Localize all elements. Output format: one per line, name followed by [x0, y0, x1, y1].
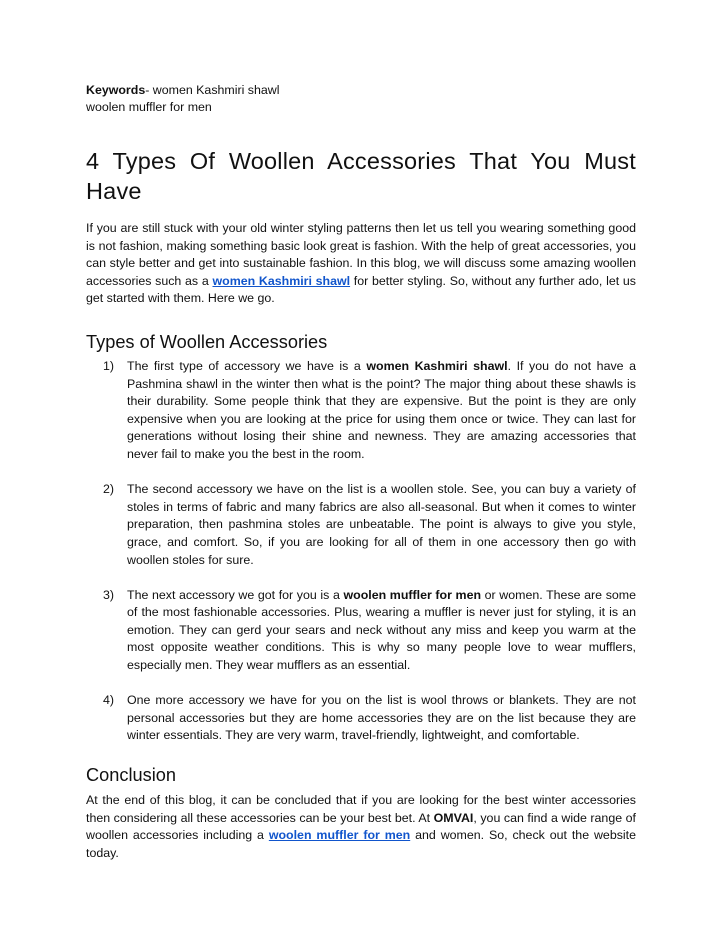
list-item-number: 3) — [103, 587, 115, 602]
list-item — [86, 587, 636, 675]
woolen-muffler-for-men-link[interactable]: woolen muffler for men — [268, 828, 411, 843]
list-item-text: The first type of accessory we have is a — [127, 358, 367, 373]
conclusion-paragraph — [86, 792, 636, 862]
document-content — [86, 82, 636, 862]
list-item — [86, 481, 636, 569]
conclusion-text-3: and women. So, check out the website today. — [86, 828, 636, 860]
list-item-text: One more accessory we have for you on the list is wool throws or blankets. They are not personal accessories but they are home accessories they are on the list because they are winter essentials. They are very warm, travel-friendly, lightweight, and comfortable. — [127, 693, 636, 743]
list-item-bold: woolen muffler for men — [343, 587, 482, 602]
women-kashmiri-shawl-link[interactable]: women Kashmiri shawl — [212, 273, 351, 288]
list-item — [86, 692, 636, 745]
brand-name: OMVAI — [433, 810, 474, 825]
intro-paragraph — [86, 220, 636, 308]
keyword-1: - women Kashmiri shawl — [145, 83, 280, 97]
types-heading: Types of Woollen Accessories — [86, 331, 328, 352]
list-item-text: The next accessory we got for you is a — [127, 587, 344, 602]
intro-text-end: for better styling. So, without any further ado, let us get started with them. Here we go. — [86, 273, 636, 306]
conclusion-text-1: At the end of this blog, it can be concluded that if you are looking for the best winter accessories then considering all these accessories can be your best bet. At — [86, 793, 636, 825]
conclusion-heading: Conclusion — [86, 765, 176, 786]
list-item-number: 2) — [103, 482, 115, 497]
list-item-text: The second accessory we have on the list is a woollen stole. See, you can buy a variety of stoles in terms of fabric and many fabrics are also all-seasonal. But when it comes to winter preparation, then pashmina stoles are unbeatable. The point is always to give you style, grace, and comfort. So, if you are looking for all of them in one accessory then go with woollen stoles for sure. — [127, 482, 636, 567]
accessories-list — [86, 358, 636, 745]
page-title: 4 Types Of Woollen Accessories That You Must Have — [86, 148, 636, 204]
list-item-text-end: or women. These are some of the most fashionable accessories. Plus, wearing a muffler is never just for styling, it is an emotion. They can gerd your sears and neck without any miss and keep you warm at the most opposite weather conditions. This is why so many people love to wear mufflers, especially men. They wear mufflers as an essential. — [127, 587, 636, 673]
keyword-2: woolen muffler for men — [86, 100, 212, 114]
list-item-text-end: . If you do not have a Pashmina shawl in the winter then what is the point? The major thing about these shawls is their durability. Some people think that they are expensive. But the point is they are only expensive when you are looking at the price for using them once or twice. They can last for generations without losing their shine and newness. They are amazing accessories that never fail to make you the best in the room. — [127, 358, 636, 461]
list-item — [86, 358, 636, 464]
intro-text-start: If you are still stuck with your old winter styling patterns then let us tell you wearing something good is not fashion, making something basic look great is fashion. With the help of great accessories, you can style better and get into sustainable fashion. In this blog, we will discuss some amazing woollen accessories such as a — [86, 221, 636, 288]
conclusion-text-2: , you can find a wide range of woollen accessories including a — [86, 810, 636, 843]
list-item-number: 1) — [103, 358, 115, 373]
keywords-label: Keywords — [86, 83, 146, 97]
list-item-bold: women Kashmiri shawl — [366, 358, 508, 373]
keywords-line — [86, 82, 636, 99]
list-item-number: 4) — [103, 693, 115, 708]
